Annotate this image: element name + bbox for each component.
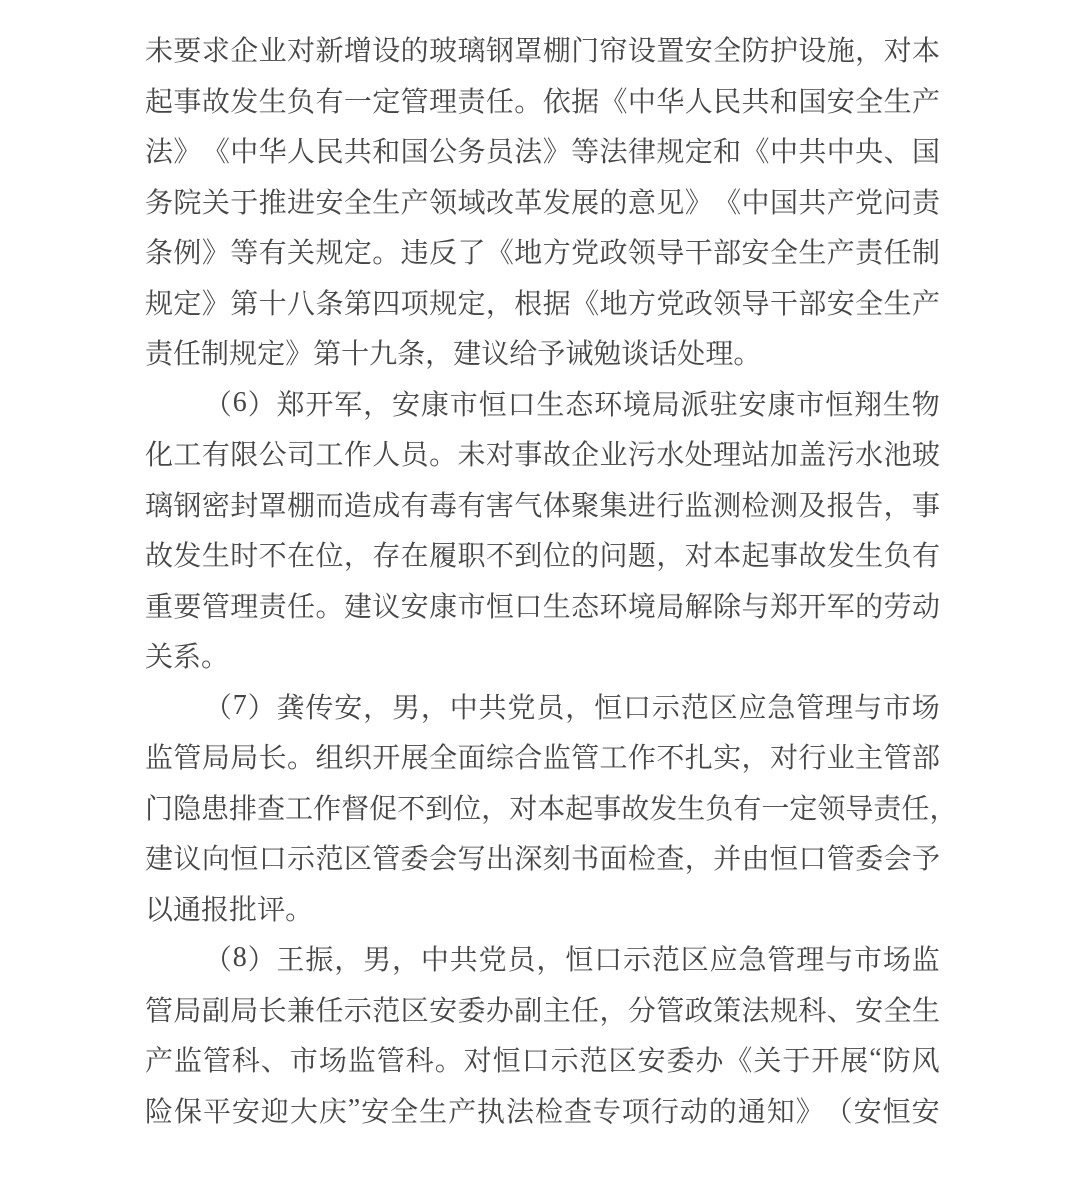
text-line-item-7: 以 通 报 批 评 。 [145, 894, 314, 926]
text-line-item-6: 重 要 管 理 责 任 。 建 议 安 康 市 恒 口 生 态 环 境 局 解 除 与 郑 开 军 的 劳 动 [145, 591, 940, 623]
text-line-continuation-paragraph: 法 》 《 中 华 人 民 共 和 国 公 务 员 法 》 等 法 律 规 定 和 《 中 共 中 央 、 国 [145, 137, 940, 169]
text-line-item-6: （ 6 ） 郑 开 军 ， 安 康 市 恒 口 生 态 环 境 局 派 驻 安 康 市 恒 翔 生 物 [203, 386, 940, 421]
document-text-block [145, 24, 958, 1135]
text-line-item-8: 产 监 管 科 、 市 场 监 管 科 。 对 恒 口 示 范 区 安 委 办 《 关 于 开 展 “ 防 风 [145, 1043, 940, 1078]
text-line-item-8: （ 8 ） 王 振 ， 男 ， 中 共 党 员 ， 恒 口 示 范 区 应 急 管 理 与 市 场 监 [203, 942, 940, 977]
text-line-continuation-paragraph: 务 院 关 于 推 进 安 全 生 产 领 域 改 革 发 展 的 意 见 》 《 中 国 共 产 党 问 责 [145, 187, 940, 219]
text-line-item-8: 管 局 副 局 长 兼 任 示 范 区 安 委 办 副 主 任 ， 分 管 政 策 法 规 科 、 安 全 生 [145, 995, 940, 1027]
text-line-item-6: 故 发 生 时 不 在 位 ， 存 在 履 职 不 到 位 的 问 题 ， 对 本 起 事 故 发 生 负 有 [145, 541, 940, 573]
text-line-item-7: 门 隐 患 排 查 工 作 督 促 不 到 位 ， 对 本 起 事 故 发 生 负 有 一 定 领 导 责 任 ， [145, 793, 958, 825]
text-line-continuation-paragraph: 未 要 求 企 业 对 新 增 设 的 玻 璃 钢 罩 棚 门 帘 设 置 安 全 防 护 设 施 ， 对 本 [145, 36, 940, 68]
text-line-continuation-paragraph: 责 任 制 规 定 》 第 十 九 条 ， 建 议 给 予 诫 勉 谈 话 处 理 。 [145, 339, 762, 371]
text-line-item-6: 关 系 。 [145, 642, 230, 674]
text-line-item-6: 璃 钢 密 封 罩 棚 而 造 成 有 毒 有 害 气 体 聚 集 进 行 监 测 检 测 及 报 告 ， 事 [145, 490, 940, 522]
text-line-item-8: 险 保 平 安 迎 大 庆 ” 安 全 生 产 执 法 检 查 专 项 行 动 的 通 知 》 （ 安 恒 安 [145, 1093, 940, 1128]
text-line-continuation-paragraph: 起 事 故 发 生 负 有 一 定 管 理 责 任 。 依 据 《 中 华 人 民 共 和 国 安 全 生 产 [145, 86, 940, 118]
text-line-item-6: 化 工 有 限 公 司 工 作 人 员 。 未 对 事 故 企 业 污 水 处 理 站 加 盖 污 水 池 玻 [145, 440, 940, 472]
text-line-continuation-paragraph: 条 例 》 等 有 关 规 定 。 违 反 了 《 地 方 党 政 领 导 干 部 安 全 生 产 责 任 制 [145, 238, 940, 270]
text-line-item-7: 建 议 向 恒 口 示 范 区 管 委 会 写 出 深 刻 书 面 检 查 ， 并 由 恒 口 管 委 会 予 [145, 844, 940, 876]
text-line-continuation-paragraph: 规 定 》 第 十 八 条 第 四 项 规 定 ， 根 据 《 地 方 党 政 领 导 干 部 安 全 生 产 [145, 288, 940, 320]
text-line-item-7: 监 管 局 局 长 。 组 织 开 展 全 面 综 合 监 管 工 作 不 扎 实 ， 对 行 业 主 管 部 [145, 743, 940, 775]
text-line-item-7: （ 7 ） 龚 传 安 ， 男 ， 中 共 党 员 ， 恒 口 示 范 区 应 急 管 理 与 市 场 [203, 689, 940, 724]
